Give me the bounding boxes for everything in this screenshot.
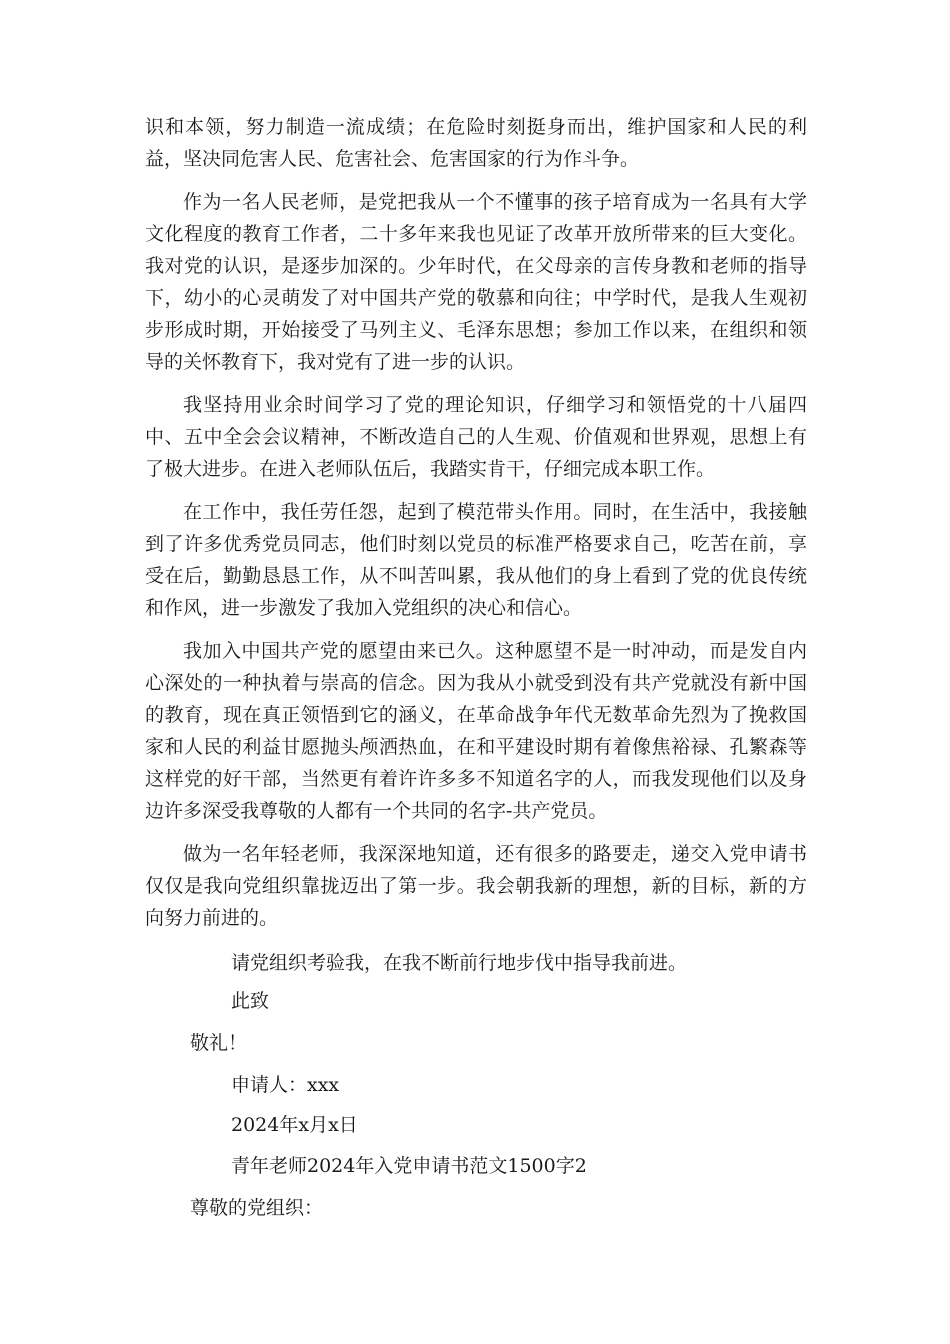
paragraph-continuation: 识和本领，努力制造一流成绩；在危险时刻挺身而出，维护国家和人民的利益，坚决同危害人民、危害社会、危害国家的行为作斗争。	[145, 116, 807, 170]
salutation-jingli: 敬礼！	[190, 1032, 248, 1054]
applicant-signature: 申请人：xxx	[231, 1074, 340, 1096]
letter-body	[145, 111, 807, 945]
next-section-greeting: 尊敬的党组织：	[190, 1197, 324, 1219]
application-date: 2024年x月x日	[231, 1114, 358, 1136]
paragraph-future: 做为一名年轻老师，我深深地知道，还有很多的路要走，递交入党申请书仅仅是我向党组织靠拢迈出了第一步。我会朝我新的理想，新的目标，新的方向努力前进的。	[145, 843, 807, 929]
paragraph-aspiration: 我加入中国共产党的愿望由来已久。这种愿望不是一时冲动，而是发自内心深处的一种执着与崇高的信念。因为我从小就受到没有共产党就没有新中国的教育，现在真正领悟到它的涵义，在革命战争年代无数革命先烈为了挽救国家和人民的利益甘愿抛头颅洒热血，在和平建设时期有着像焦裕禄、孔繁森等这样党的好干部，当然更有着许许多多不知道名字的人，而我发现他们以及身边许多深受我尊敬的人都有一个共同的名字-共产党员。	[145, 640, 807, 822]
salutation-cizhi: 此致	[231, 990, 270, 1012]
paragraph-study: 我坚持用业余时间学习了党的理论知识，仔细学习和领悟党的十八届四中、五中全会会议精神，不断改造自己的人生观、价值观和世界观，思想上有了极大进步。在进入老师队伍后，我踏实肯干，仔细完成本职工作。	[145, 394, 807, 480]
closing-request: 请党组织考验我，在我不断前行地步伐中指导我前进。	[231, 952, 688, 974]
paragraph-teacher-identity: 作为一名人民老师，是党把我从一个不懂事的孩子培育成为一名具有大学文化程度的教育工作者，二十多年来我也见证了改革开放所带来的巨大变化。我对党的认识，是逐步加深的。少年时代，在父母亲的言传身教和老师的指导下，幼小的心灵萌发了对中国共产党的敬慕和向往；中学时代，是我人生观初步形成时期，开始接受了马列主义、毛泽东思想；参加工作以来，在组织和领导的关怀教育下，我对党有了进一步的认识。	[145, 191, 807, 373]
next-section-title: 青年老师2024年入党申请书范文1500字2	[231, 1155, 587, 1177]
paragraph-work: 在工作中，我任劳任怨，起到了模范带头作用。同时，在生活中，我接触到了许多优秀党员同志，他们时刻以党员的标准严格要求自己，吃苦在前，享受在后，勤勤恳恳工作，从不叫苦叫累，我从他们的身上看到了党的优良传统和作风，进一步激发了我加入党组织的决心和信心。	[145, 501, 807, 619]
